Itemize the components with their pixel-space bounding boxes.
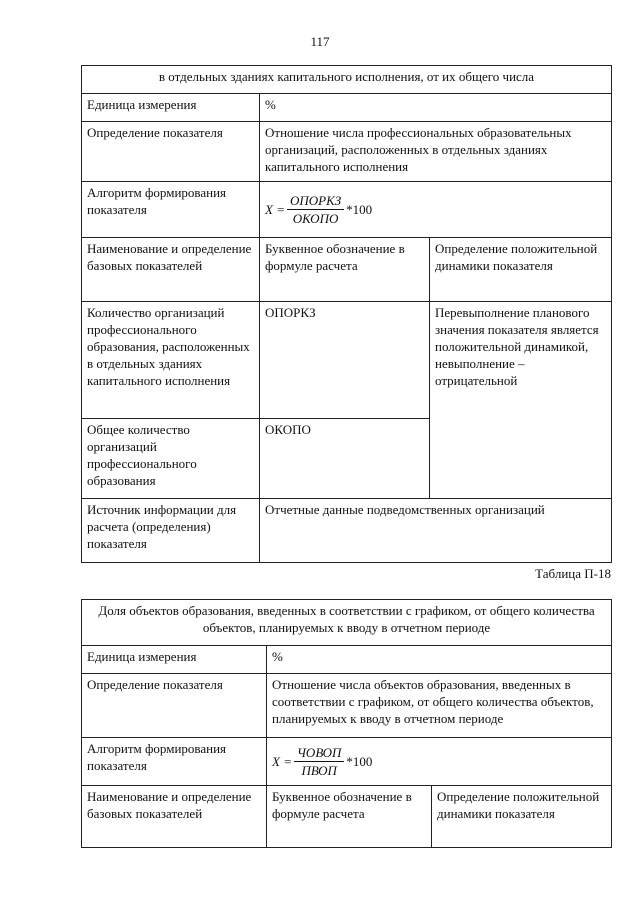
formula-lhs: X = — [272, 753, 292, 769]
table2-formula — [272, 745, 372, 778]
table2-dynamics-header: Определение положительной динамики показателя — [432, 786, 612, 848]
table2-symbol-header: Буквенное обозначение в формуле расчета — [267, 786, 432, 848]
indicator-table-1 — [81, 65, 612, 563]
table2-formula-cell — [267, 738, 612, 786]
table2-definition-label: Определение показателя — [82, 674, 267, 738]
table1-dynamics-header: Определение положительной динамики показателя — [430, 238, 612, 302]
formula-numerator: ЧОВОП — [294, 745, 344, 762]
table2-header: Доля объектов образования, введенных в соответствии с графиком, от общего количества объектов, планируемых к вводу в отчетном периоде — [82, 600, 612, 646]
formula-denominator: ОКОПО — [292, 210, 339, 226]
table2-algorithm-label: Алгоритм формирования показателя — [82, 738, 267, 786]
formula-lhs: X = — [265, 201, 285, 217]
table1-source-label: Источник информации для расчета (определения) показателя — [82, 499, 260, 563]
formula-multiplier: *100 — [346, 753, 373, 769]
table2-base-header: Наименование и определение базовых показателей — [82, 786, 267, 848]
formula-fraction — [294, 745, 344, 778]
page-number: 117 — [310, 34, 330, 49]
table2-unit-label: Единица измерения — [82, 646, 267, 674]
formula-denominator: ПВОП — [301, 762, 337, 778]
table-caption: Таблица П-18 — [535, 566, 611, 581]
formula-multiplier: *100 — [346, 201, 373, 217]
table1-row1-name: Количество организаций профессионального образования, расположенных в отдельных зданиях капитального исполнения — [82, 302, 260, 419]
table1-unit-label: Единица измерения — [82, 94, 260, 122]
table1-unit-value: % — [260, 94, 612, 122]
formula-fraction — [287, 193, 344, 226]
table1-source-value: Отчетные данные подведомственных организаций — [260, 499, 612, 563]
table1-definition-value: Отношение числа профессиональных образовательных организаций, расположенных в отдельных зданиях капитального исполнения — [260, 122, 612, 182]
formula-numerator: ОПОРКЗ — [287, 193, 344, 210]
table2-unit-value: % — [267, 646, 612, 674]
table1-row2-name: Общее количество организаций профессионального образования — [82, 419, 260, 499]
table1-row2-symbol: ОКОПО — [260, 419, 430, 499]
table1-symbol-header: Буквенное обозначение в формуле расчета — [260, 238, 430, 302]
table1-algorithm-label: Алгоритм формирования показателя — [82, 182, 260, 238]
table2-definition-value: Отношение числа объектов образования, введенных в соответствии с графиком, от общего количества объектов, планируемых к вводу в отчетном периоде — [267, 674, 612, 738]
table1-formula — [265, 193, 372, 226]
table1-formula-cell — [260, 182, 612, 238]
table1-dynamics-value: Перевыполнение планового значения показателя является положительной динамикой, невыполнение – отрицательной — [430, 302, 612, 499]
table1-definition-label: Определение показателя — [82, 122, 260, 182]
table1-base-header: Наименование и определение базовых показателей — [82, 238, 260, 302]
table1-row1-symbol: ОПОРКЗ — [260, 302, 430, 419]
indicator-table-2 — [81, 599, 612, 848]
table1-header: в отдельных зданиях капитального исполнения, от их общего числа — [82, 66, 612, 94]
